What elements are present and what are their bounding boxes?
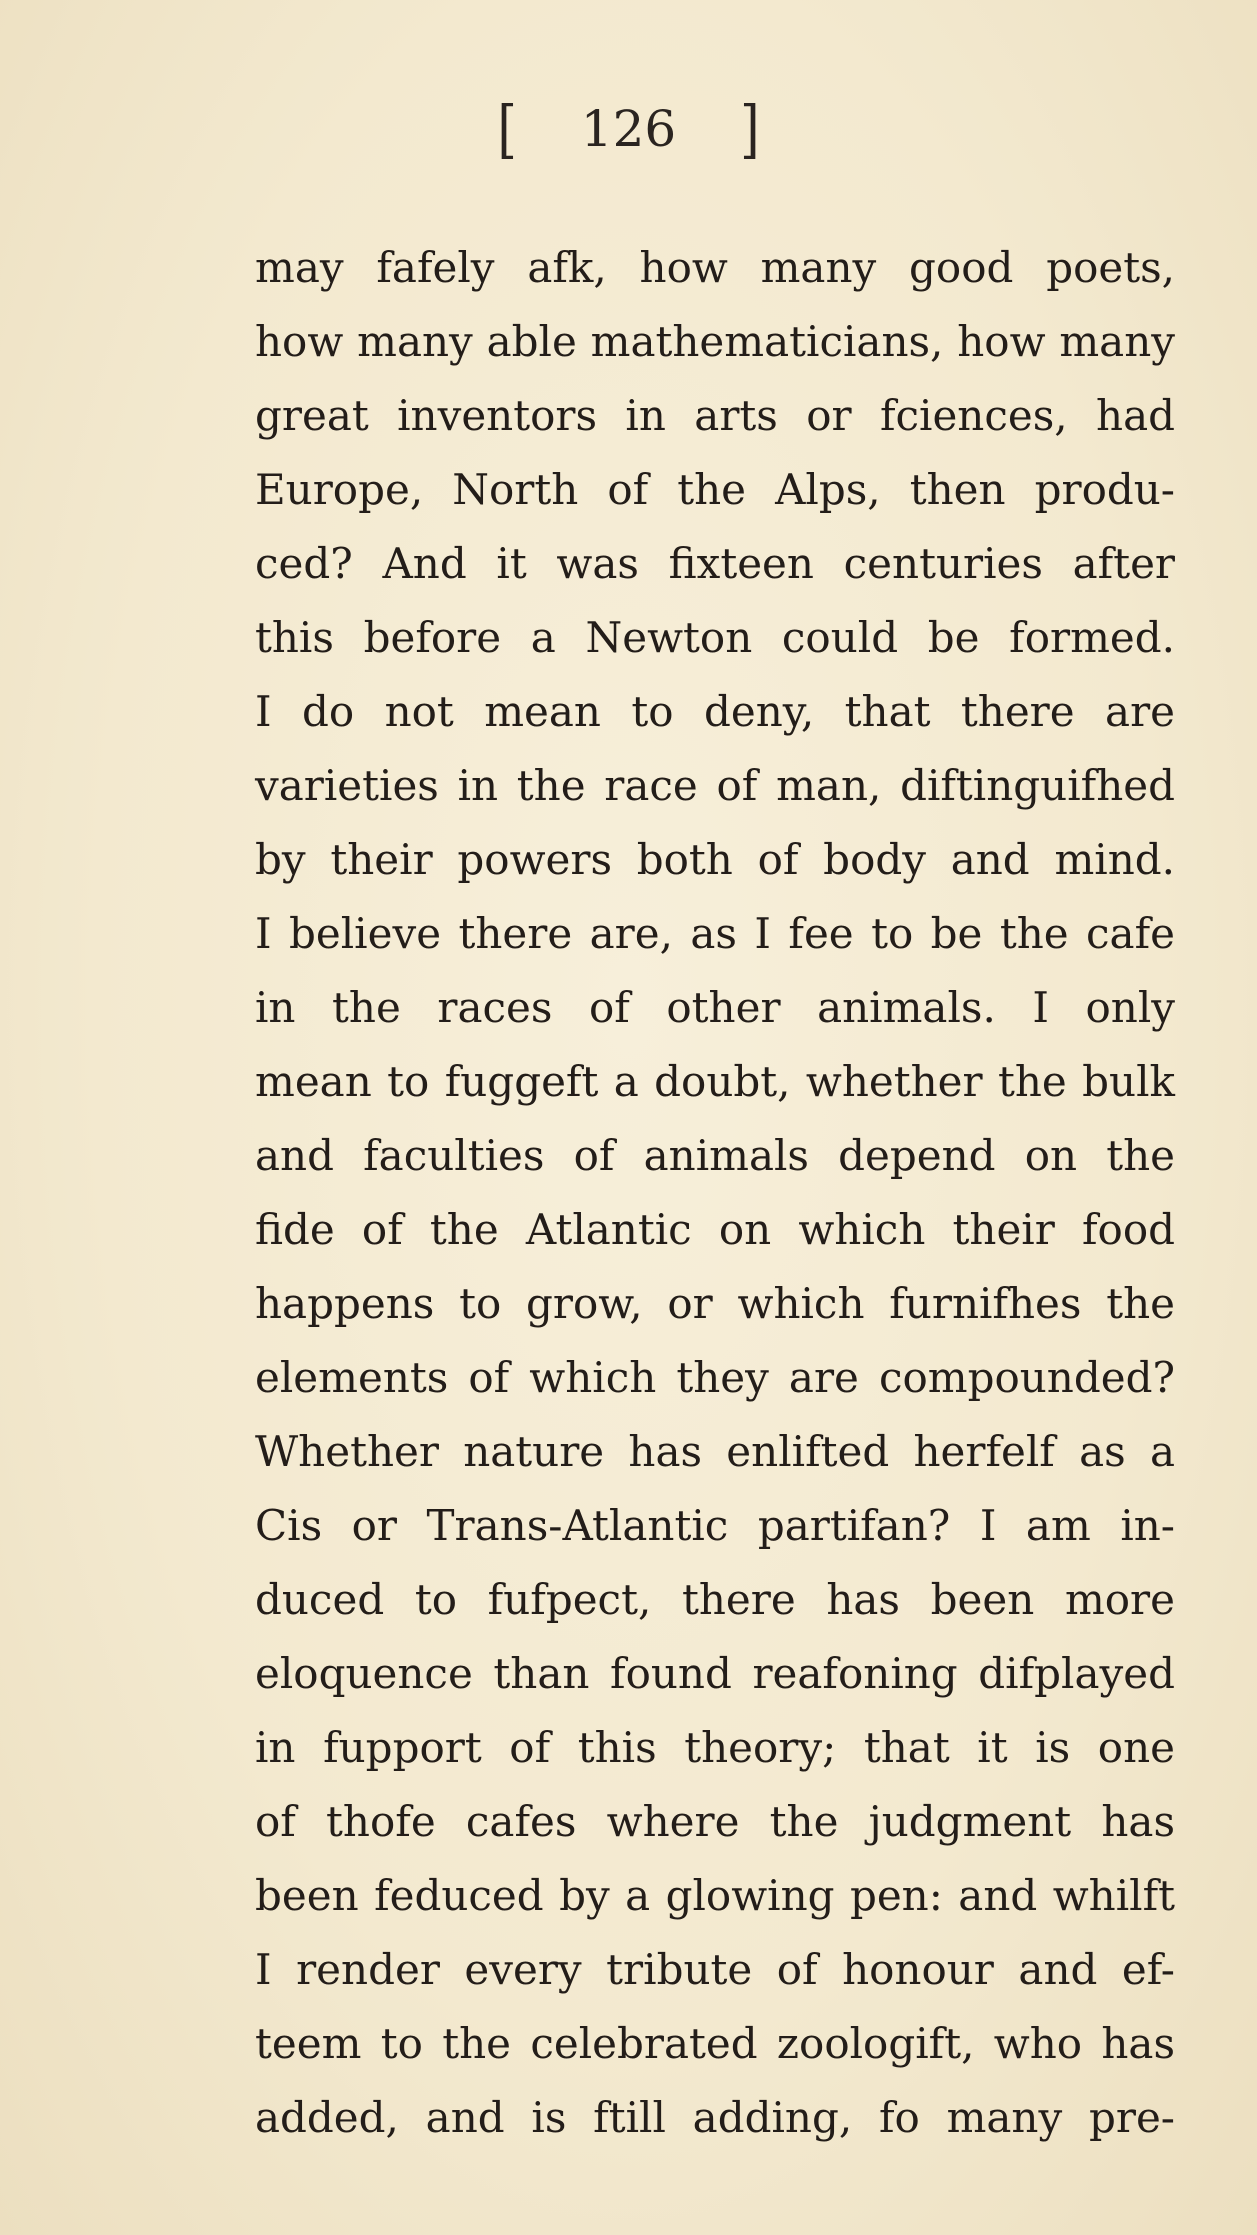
text-line: eloquence than found reafoning difplayed [255, 1649, 1175, 1698]
text-line: been feduced by a glowing pen: and whilft [255, 1871, 1175, 1920]
text-line: by their powers both of body and mind. [255, 835, 1175, 884]
text-line: this before a Newton could be formed. [255, 613, 1175, 662]
text-line: happens to grow, or which furnifhes the [255, 1279, 1175, 1328]
text-line: and faculties of animals depend on the [255, 1131, 1175, 1180]
text-line: mean to fuggeft a doubt, whether the bulk [255, 1057, 1175, 1106]
text-line: elements of which they are compounded? [255, 1353, 1175, 1402]
text-line: Cis or Trans-Atlantic partifan? I am in- [255, 1501, 1175, 1550]
text-line: varieties in the race of man, diftinguifhed [255, 761, 1175, 810]
text-line: added, and is ftill adding, fo many pre- [255, 2093, 1175, 2142]
text-line: fide of the Atlantic on which their food [255, 1205, 1175, 1254]
text-line: in fupport of this theory; that it is one [255, 1723, 1175, 1772]
text-line: I do not mean to deny, that there are [255, 687, 1175, 736]
text-line: may fafely afk, how many good poets, [255, 243, 1175, 292]
text-line: I believe there are, as I fee to be the cafe [255, 909, 1175, 958]
page-header [0, 92, 1257, 166]
text-line: in the races of other animals. I only [255, 983, 1175, 1032]
text-line: teem to the celebrated zoologift, who has [255, 2019, 1175, 2068]
bracket-open: [ [497, 92, 517, 166]
bracket-close: ] [740, 92, 760, 166]
text-line: Europe, North of the Alps, then produ- [255, 465, 1175, 514]
text-line: I render every tribute of honour and ef- [255, 1945, 1175, 1994]
text-line: Whether nature has enlifted herfelf as a [255, 1427, 1175, 1476]
text-line: ced? And it was fixteen centuries after [255, 539, 1175, 588]
page-number: 126 [580, 100, 677, 158]
text-line: how many able mathematicians, how many [255, 317, 1175, 366]
text-line: duced to fufpect, there has been more [255, 1575, 1175, 1624]
text-line: great inventors in arts or fciences, had [255, 391, 1175, 440]
text-line: of thofe cafes where the judgment has [255, 1797, 1175, 1846]
